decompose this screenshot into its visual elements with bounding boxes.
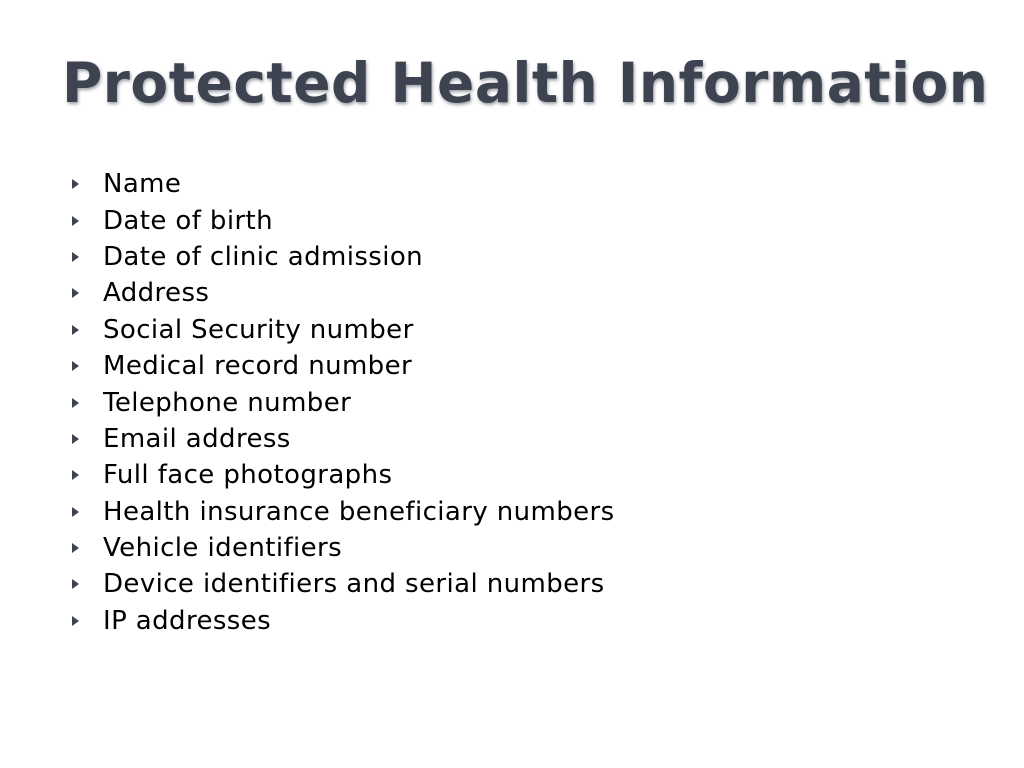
bullet-item <box>70 166 615 202</box>
triangle-right-icon <box>70 470 103 480</box>
triangle-right-icon <box>70 325 103 335</box>
bullet-text: Date of birth <box>103 205 274 236</box>
bullet-item <box>70 421 615 457</box>
bullet-text: Medical record number <box>103 351 413 382</box>
bullet-text: Address <box>103 278 210 309</box>
bullet-item <box>70 457 615 493</box>
triangle-right-icon <box>70 361 103 371</box>
bullet-text: Health insurance beneficiary numbers <box>103 496 615 527</box>
triangle-right-icon <box>70 216 103 226</box>
bullet-item <box>70 494 615 530</box>
triangle-right-icon <box>70 616 103 626</box>
triangle-right-icon <box>70 543 103 553</box>
bullet-item <box>70 348 615 384</box>
triangle-right-icon <box>70 507 103 517</box>
bullet-text: Name <box>103 169 182 200</box>
triangle-right-icon <box>70 252 103 262</box>
bullet-item <box>70 603 615 639</box>
bullet-item <box>70 384 615 420</box>
bullet-text: Social Security number <box>103 314 414 345</box>
bullet-text: Date of clinic admission <box>103 241 424 272</box>
bullet-text: IP addresses <box>103 605 272 636</box>
bullet-text: Telephone number <box>103 387 352 418</box>
bullet-item <box>70 566 615 602</box>
triangle-right-icon <box>70 434 103 444</box>
triangle-right-icon <box>70 398 103 408</box>
bullet-text: Full face photographs <box>103 460 393 491</box>
triangle-right-icon <box>70 579 103 589</box>
bullet-text: Vehicle identifiers <box>103 533 343 564</box>
triangle-right-icon <box>70 288 103 298</box>
bullet-text: Email address <box>103 423 291 454</box>
bullet-item <box>70 239 615 275</box>
triangle-right-icon <box>70 179 103 189</box>
bullet-item <box>70 275 615 311</box>
bullet-list <box>70 166 615 639</box>
bullet-text: Device identifiers and serial numbers <box>103 569 605 600</box>
bullet-item <box>70 312 615 348</box>
slide-title: Protected Health Information <box>62 51 989 115</box>
bullet-item <box>70 530 615 566</box>
bullet-item <box>70 202 615 238</box>
